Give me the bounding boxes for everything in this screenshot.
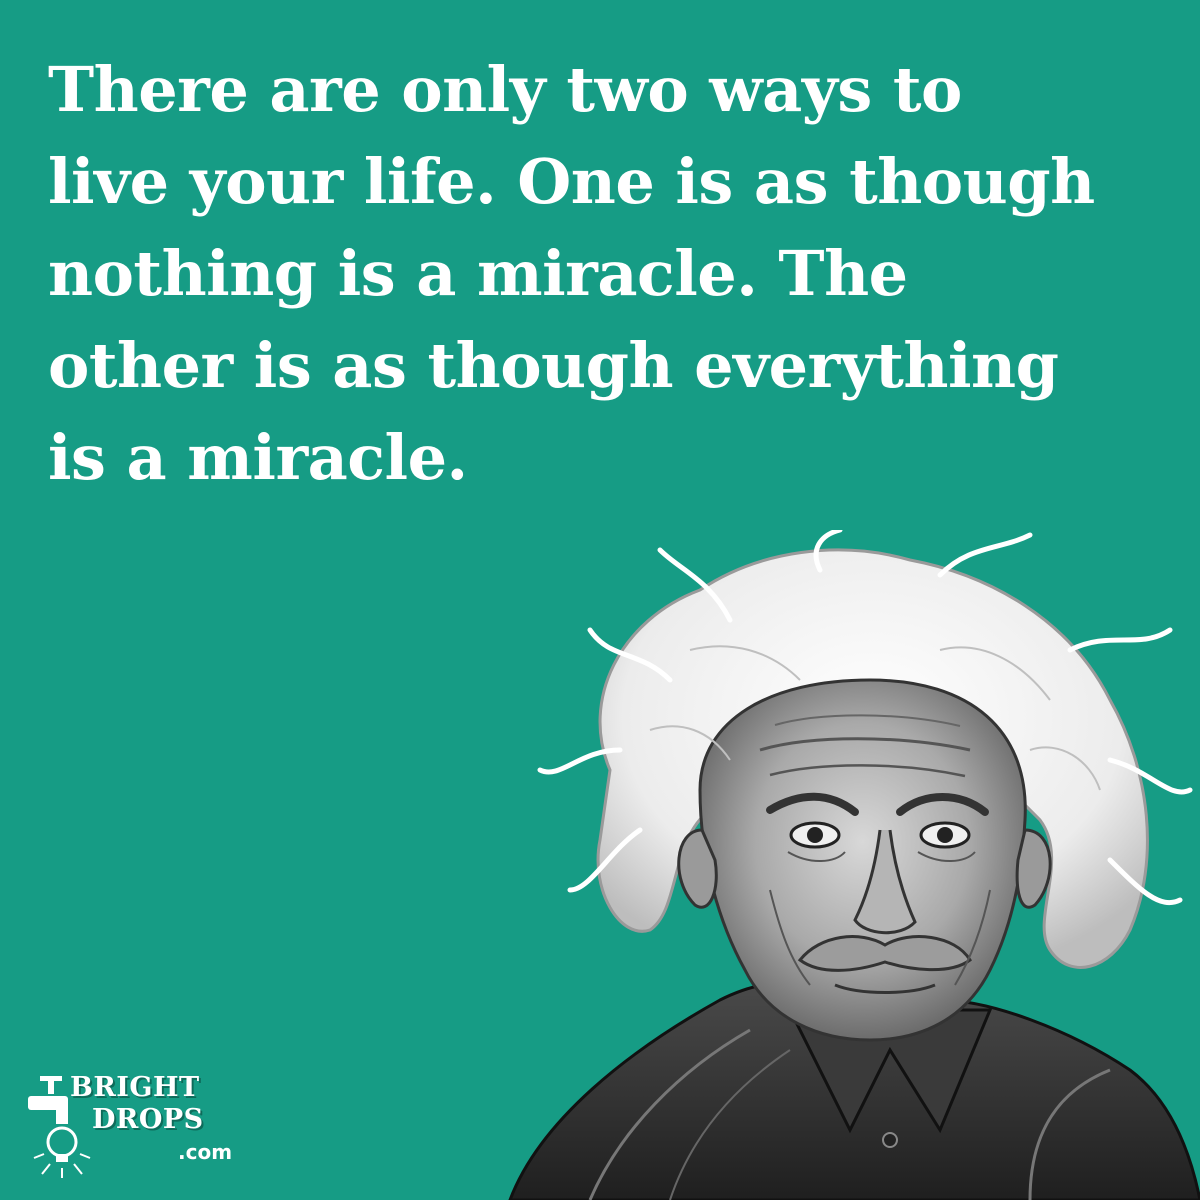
quote-line-5: is a miracle.: [48, 421, 468, 494]
face: [700, 680, 1025, 1040]
quote-line-3: nothing is a miracle. The: [48, 237, 908, 310]
quote-line-4: other is as though everything: [48, 329, 1059, 402]
quote-line-2: live your life. One is as though: [48, 145, 1095, 218]
logo-domain: .com: [178, 1140, 233, 1164]
logo-word-bright: BRIGHT: [70, 1072, 200, 1103]
quote-line-1: There are only two ways to: [48, 53, 962, 126]
bright-drops-logo: [26, 1070, 246, 1180]
quote-text: [48, 44, 1188, 504]
einstein-portrait: [470, 530, 1200, 1200]
logo-word-drops: DROPS: [92, 1104, 204, 1135]
